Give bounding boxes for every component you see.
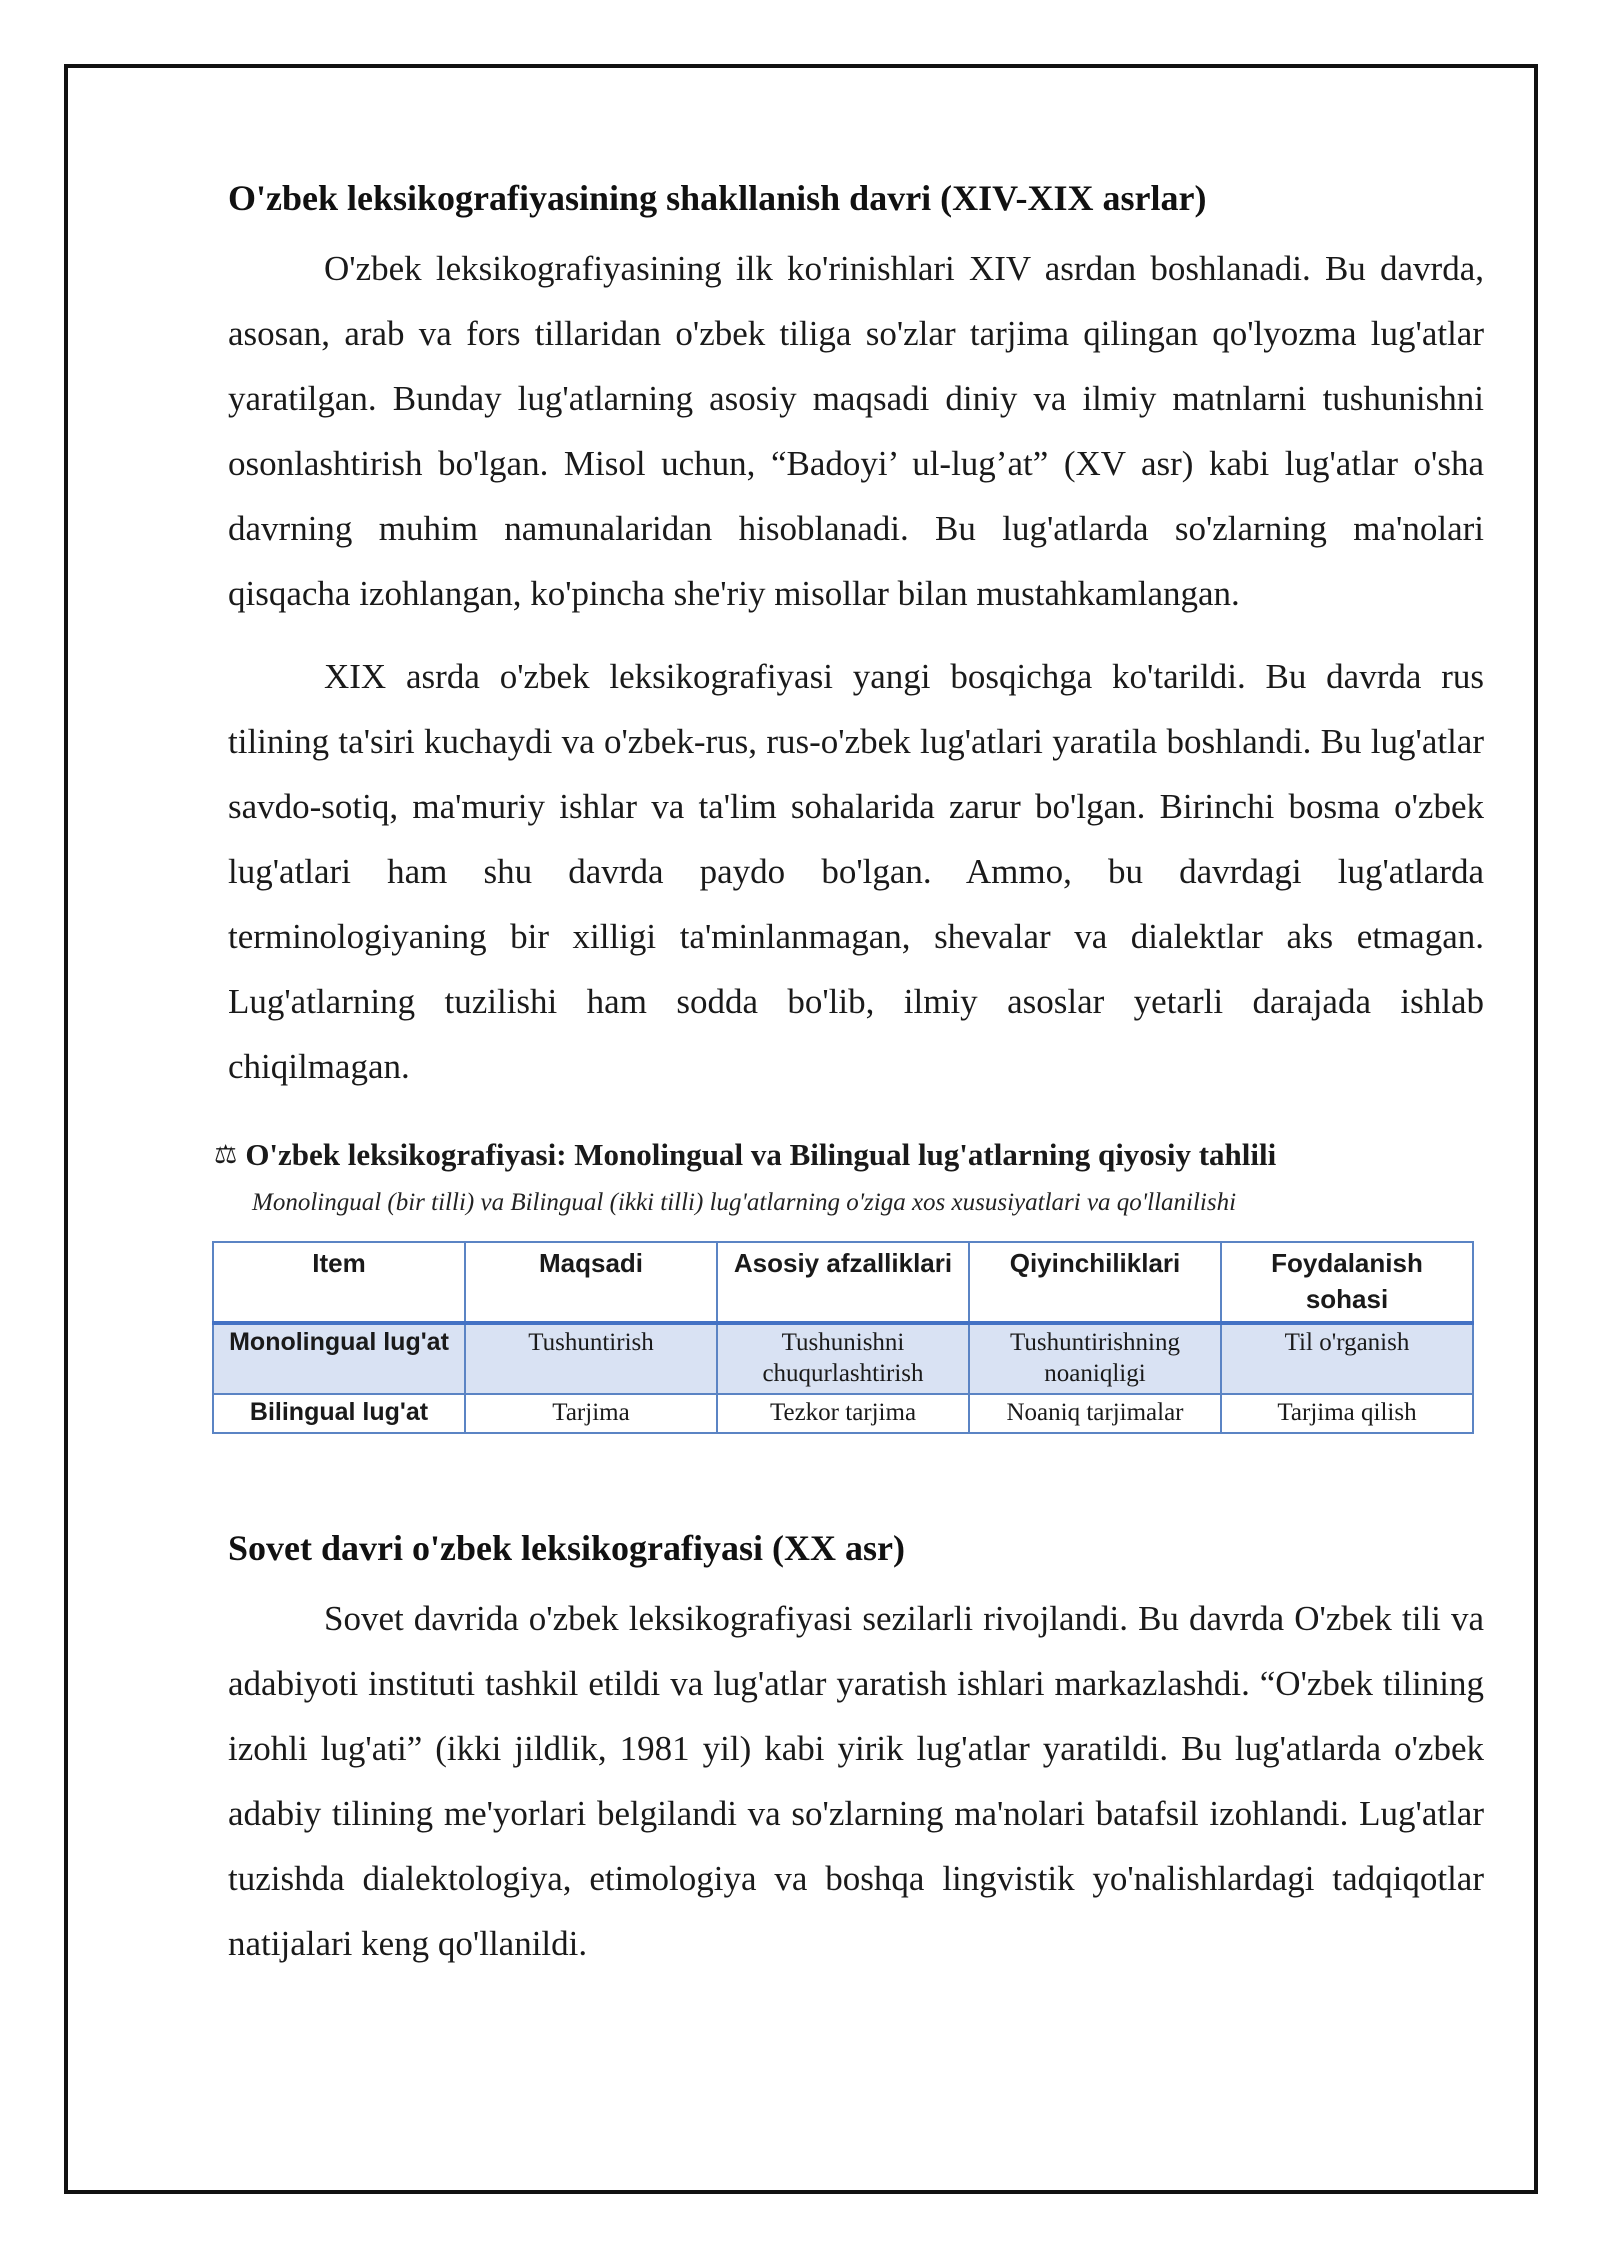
row-label-bilingual: Bilingual lug'at bbox=[213, 1394, 465, 1433]
table-cell: Tushuntirish bbox=[465, 1323, 717, 1394]
row-label-monolingual: Monolingual lug'at bbox=[213, 1323, 465, 1394]
table-cell: Noaniq tarjimalar bbox=[969, 1394, 1221, 1433]
soviet-period-section bbox=[228, 1518, 1484, 1976]
table-cell: Tarjima qilish bbox=[1221, 1394, 1473, 1433]
table-row bbox=[213, 1394, 1473, 1433]
paragraph-xiv-century: O'zbek leksikografiyasining ilk ko'rinishlari XIV asrdan boshlanadi. Bu davrda, asosan, arab va fors tillaridan o'zbek tiliga so'zlar tarjima qilingan qo'lyozma lug'atlar yaratilgan. Bunday lug'atlarning asosiy maqsadi diniy va ilmiy matnlarni tushunishni osonlashtirish bo'lgan. Misol uchun, “Badoyi’ ul-lug’at” (XV asr) kabi lug'atlar o'sha davrning muhim namunalaridan hisoblanadi. Bu lug'atlarda so'zlarning ma'nolari qisqacha izohlangan, ko'pincha she'riy misollar bilan mustahkamlangan. bbox=[228, 249, 1484, 613]
paragraph-xix-century: XIX asrda o'zbek leksikografiyasi yangi bosqichga ko'tarildi. Bu davrda rus tilining ta'siri kuchaydi va o'zbek-rus, rus-o'zbek lug'atlari yaratila boshlandi. Bu lug'atlar savdo-sotiq, ma'muriy ishlar va ta'lim sohalarida zarur bo'lgan. Birinchi bosma o'zbek lug'atlari ham shu davrda paydo bo'lgan. Ammo, bu davrdagi lug'atlarda terminologiyaning bir xilligi ta'minlanmagan, shevalar va dialektlar aks etmagan. Lug'atlarning tuzilishi ham sodda bo'lib, ilmiy asoslar yetarli darajada ishlab chiqilmagan. bbox=[228, 657, 1484, 1086]
table-cell: Tezkor tarjima bbox=[717, 1394, 969, 1433]
column-header-usage-area: Foydalanish sohasi bbox=[1221, 1242, 1473, 1323]
table-subtitle: Monolingual (bir tilli) va Bilingual (ikki tilli) lug'atlarning o'ziga xos xususiyatlari va qo'llanilishi bbox=[252, 1189, 1237, 1216]
table-title-text: O'zbek leksikografiyasi: Monolingual va Bilingual lug'atlarning qiyosiy tahlili bbox=[245, 1137, 1277, 1172]
table-title bbox=[214, 1133, 1484, 1177]
comparison-table bbox=[212, 1241, 1474, 1434]
column-header-item: Item bbox=[213, 1242, 465, 1323]
table-header-row bbox=[213, 1242, 1473, 1323]
table-row bbox=[213, 1323, 1473, 1394]
scale-icon: ⚖ bbox=[214, 1140, 238, 1170]
table-cell: Tushuntirishning noaniqligi bbox=[969, 1323, 1221, 1394]
table-cell: Til o'rganish bbox=[1221, 1323, 1473, 1394]
column-header-purpose: Maqsadi bbox=[465, 1242, 717, 1323]
column-header-advantages: Asosiy afzalliklari bbox=[717, 1242, 969, 1323]
document-content bbox=[214, 168, 1484, 1994]
comparison-table-block bbox=[214, 1133, 1484, 1434]
section-heading-soviet-period: Sovet davri o'zbek leksikografiyasi (XX asr) bbox=[228, 1528, 905, 1568]
section-heading-formation-period: O'zbek leksikografiyasining shakllanish davri (XIV-XIX asrlar) bbox=[228, 178, 1207, 218]
paragraph-soviet-period: Sovet davrida o'zbek leksikografiyasi sezilarli rivojlandi. Bu davrda O'zbek tili va adabiyoti instituti tashkil etildi va lug'atlar yaratish ishlari markazlashdi. “O'zbek tilining izohli lug'ati” (ikki jildlik, 1981 yil) kabi yirik lug'atlar yaratildi. Bu lug'atlarda o'zbek adabiy tilining me'yorlari belgilandi va so'zlarning ma'nolari batafsil izohlandi. Lug'atlar tuzishda dialektologiya, etimologiya va boshqa lingvistik yo'nalishlardagi tadqiqotlar natijalari keng qo'llanildi. bbox=[228, 1599, 1484, 1963]
column-header-difficulties: Qiyinchiliklari bbox=[969, 1242, 1221, 1323]
table-cell: Tarjima bbox=[465, 1394, 717, 1433]
table-cell: Tushunishni chuqurlashtirish bbox=[717, 1323, 969, 1394]
